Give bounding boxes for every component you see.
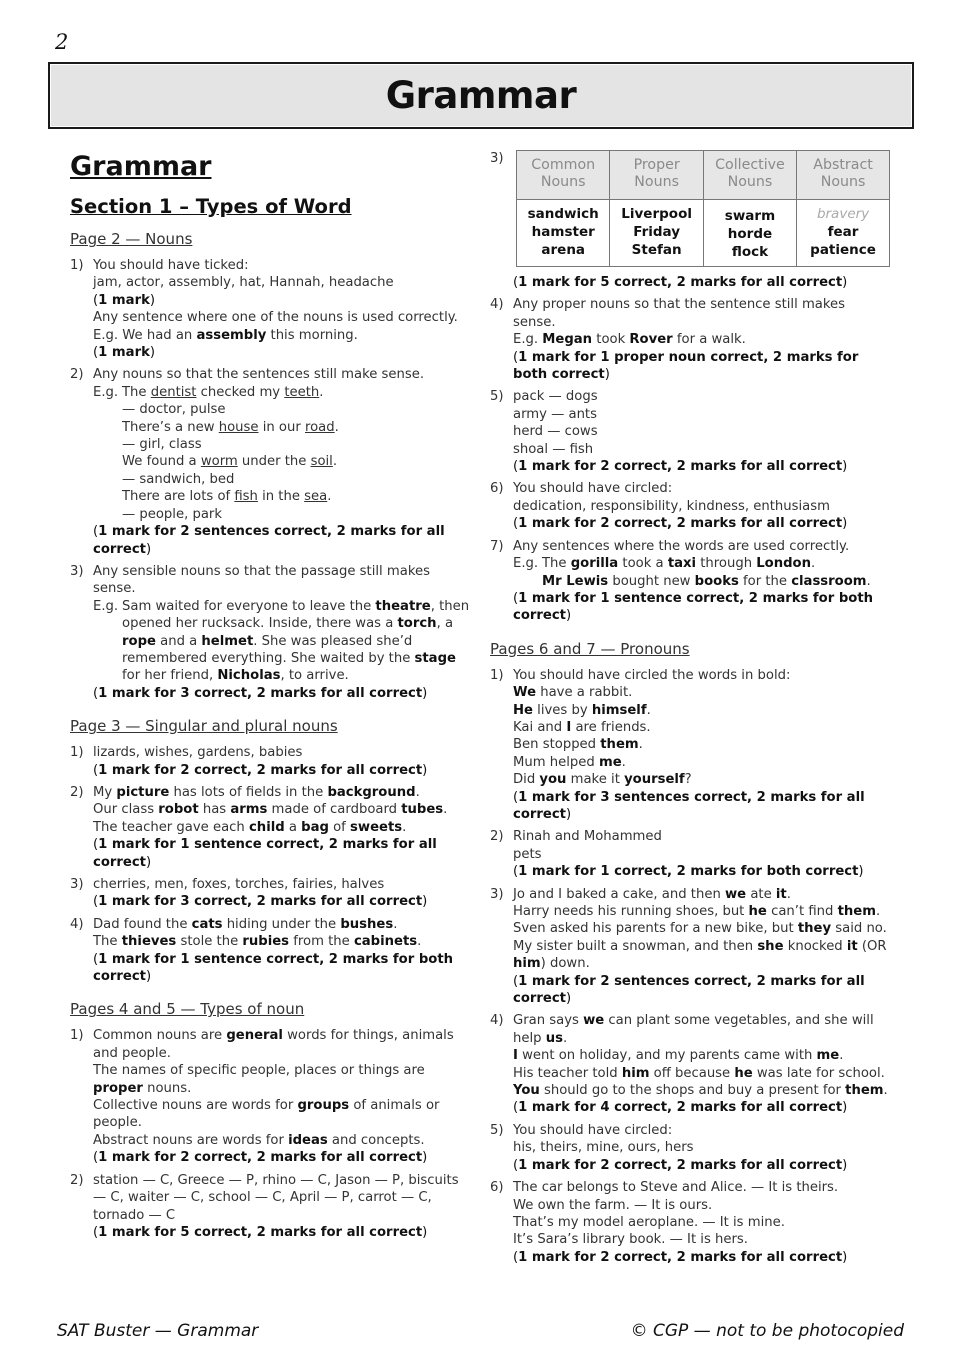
mark-scheme: (1 mark for 5 correct, 2 marks for all correct) <box>93 1224 428 1240</box>
answer-item <box>70 366 470 557</box>
answer-text: His teacher told him off because he was late for school. <box>513 1065 885 1081</box>
mark-scheme: (1 mark for 1 sentence correct, 2 marks for all correct) <box>93 837 437 870</box>
item-number: 1) <box>70 1028 84 1044</box>
answer-text: You should have circled: <box>513 1122 673 1138</box>
answer-text: lizards, wishes, gardens, babies <box>93 745 303 761</box>
item-number: 2) <box>70 1172 84 1188</box>
answer-example: E.g. Sam waited for everyone to leave the theatre, then opened her rucksack. Inside, there was a torch, a rope and a helmet. She was pleased she’d remembered everything. She waited by the stage for her friend, Nicholas, to arrive. <box>93 598 470 684</box>
mark-scheme: (1 mark for 2 correct, 2 marks for all correct) <box>513 516 848 532</box>
table-header: Collective Nouns <box>703 151 796 200</box>
answer-text: Mum helped me. <box>513 754 626 770</box>
answer-item <box>490 1122 890 1174</box>
title-banner <box>48 62 914 129</box>
item-number: 6) <box>490 481 504 497</box>
answer-text: Any proper nouns so that the sentence still makes sense. <box>513 297 846 330</box>
item-number: 2) <box>70 367 84 383</box>
answer-text: You should have ticked: <box>93 258 249 273</box>
answer-text: You should go to the shops and buy a present for them. <box>513 1083 888 1099</box>
answer-item <box>70 744 470 779</box>
mark-scheme: (1 mark for 4 correct, 2 marks for all correct) <box>513 1100 848 1116</box>
answer-text: I went on holiday, and my parents came with me. <box>513 1048 844 1064</box>
answer-text: He lives by himself. <box>513 702 651 718</box>
answer-example: E.g. The dentist checked my teeth. — doctor, pulse There’s a new house in our road. — girl, class We found a worm under the soil. — sandwich, bed There are lots of fish in the sea. — people, park <box>93 384 339 522</box>
answer-text: It’s Sara’s library book. — It is hers. <box>513 1232 748 1248</box>
mark-scheme: (1 mark for 5 correct, 2 marks for all correct) <box>513 275 848 290</box>
answer-example: E.g. The gorilla took a taxi through London. Mr Lewis bought new books for the classroom. <box>513 556 871 589</box>
answer-text: We own the farm. — It is ours. <box>513 1197 713 1213</box>
answer-item <box>70 916 470 986</box>
footer-book-title: SAT Buster — Grammar <box>57 1321 259 1341</box>
answer-text: You should have circled: <box>513 481 673 497</box>
item-number: 2) <box>490 829 504 845</box>
answer-item <box>490 886 890 1008</box>
answer-text: Abstract nouns are words for ideas and concepts. <box>93 1132 425 1148</box>
table-header: Common Nouns <box>517 151 610 200</box>
section-heading: Section 1 – Types of Word <box>70 195 352 218</box>
mark-scheme: (1 mark for 1 correct, 2 marks for both correct) <box>513 864 864 880</box>
page-heading-nouns: Page 2 — Nouns <box>70 230 193 248</box>
answer-text: Sven asked his parents for a new bike, but they said no. <box>513 921 887 937</box>
item-number: 5) <box>490 1122 504 1138</box>
answer-text: The teacher gave each child a bag of sweets. <box>93 819 407 835</box>
item-number: 4) <box>490 1013 504 1029</box>
answer-item <box>70 1027 470 1166</box>
mark-scheme: (1 mark for 3 correct, 2 marks for all correct) <box>93 685 428 701</box>
banner-title: Grammar <box>385 74 577 117</box>
mark-scheme: (1 mark) <box>93 292 155 308</box>
table-header: Abstract Nouns <box>797 151 890 200</box>
mark-scheme: (1 mark for 2 sentences correct, 2 marks for all correct) <box>93 524 445 557</box>
mark-scheme: (1 mark for 1 sentence correct, 2 marks for both correct) <box>513 590 874 624</box>
item-number: 3) <box>70 877 84 892</box>
item-number: 1) <box>70 258 84 273</box>
footer-copyright: © CGP — not to be photocopied <box>630 1321 904 1341</box>
page-number: 2 <box>55 30 69 54</box>
answer-text: Any sentences where the words are used correctly. <box>513 538 850 554</box>
answer-item <box>490 480 890 532</box>
answer-item <box>490 388 890 475</box>
answer-text: cherries, men, foxes, torches, fairies, halves <box>93 877 385 892</box>
answer-text: jam, actor, assembly, hat, Hannah, headache <box>93 275 394 291</box>
answer-text: The names of specific people, places or things are proper nouns. <box>93 1063 425 1096</box>
answer-item <box>490 1012 890 1116</box>
answer-item <box>70 784 470 871</box>
example-word: bravery <box>816 206 870 222</box>
answer-text: pets <box>513 846 542 862</box>
answer-text: army — ants <box>513 406 597 422</box>
answer-text: shoal — fish <box>513 441 594 457</box>
noun-types-table <box>516 150 890 267</box>
answer-text: That’s my model aeroplane. — It is mine. <box>513 1214 785 1230</box>
item-number: 1) <box>70 745 84 761</box>
answer-text: Kai and I are friends. <box>513 719 651 735</box>
answer-text: Rinah and Mohammed <box>513 829 662 845</box>
main-heading: Grammar <box>70 151 212 182</box>
item-number: 7) <box>490 538 504 554</box>
answer-text: Any nouns so that the sentences still make sense. <box>93 367 425 383</box>
mark-scheme: (1 mark) <box>93 345 155 361</box>
table-cell: bravery fear patience <box>797 200 890 267</box>
mark-scheme: (1 mark for 2 correct, 2 marks for all correct) <box>93 1150 428 1166</box>
item-number: 3) <box>70 563 84 579</box>
right-column <box>490 150 890 1271</box>
item-number: 1) <box>490 667 504 683</box>
item-number: 4) <box>490 297 504 313</box>
mark-scheme: (1 mark for 1 proper noun correct, 2 marks for both correct) <box>513 349 859 383</box>
answer-item <box>490 296 890 383</box>
answer-text: Harry needs his running shoes, but he can’t find them. <box>513 904 881 919</box>
table-cell: Liverpool Friday Stefan <box>610 200 703 267</box>
item-number: 3) <box>490 151 504 166</box>
table-cell: swarm horde flock <box>703 200 796 267</box>
left-column <box>70 150 470 1246</box>
mark-scheme: (1 mark for 3 correct, 2 marks for all correct) <box>93 894 428 910</box>
answer-example: E.g. We had an assembly this morning. <box>93 327 358 343</box>
answer-item <box>70 563 470 702</box>
answer-text: The thieves stole the rubies from the cabinets. <box>93 934 422 950</box>
answer-text: My sister built a snowman, and then she knocked it (OR him) down. <box>513 938 887 972</box>
mark-scheme: (1 mark for 2 correct, 2 marks for all correct) <box>513 1249 848 1265</box>
item-number: 5) <box>490 389 504 405</box>
answer-item <box>70 876 470 911</box>
answer-text: Gran says we can plant some vegetables, and she will help us. <box>513 1013 874 1046</box>
answer-text: Collective nouns are words for groups of animals or people. <box>93 1098 440 1131</box>
mark-scheme: (1 mark for 2 correct, 2 marks for all correct) <box>93 762 428 778</box>
mark-scheme: (1 mark for 2 correct, 2 marks for all correct) <box>513 1157 848 1173</box>
answer-text: The car belongs to Steve and Alice. — It is theirs. <box>513 1180 839 1196</box>
answer-text: We have a rabbit. <box>513 685 633 701</box>
answer-item <box>70 257 470 361</box>
item-number: 4) <box>70 916 84 932</box>
answer-text: Ben stopped them. <box>513 737 643 753</box>
answer-text: Any sensible nouns so that the passage still makes sense. <box>93 563 430 597</box>
mark-scheme: (1 mark for 2 correct, 2 marks for all correct) <box>513 459 848 475</box>
item-number: 3) <box>490 886 504 902</box>
answer-text: Any sentence where one of the nouns is used correctly. <box>93 310 458 326</box>
answer-example: E.g. Megan took Rover for a walk. <box>513 332 746 348</box>
answer-item <box>70 1172 470 1242</box>
answer-item <box>490 828 890 880</box>
answer-text: station — C, Greece — P, rhino — C, Jason — P, biscuits — C, waiter — C, school — C, April — P, carrot — C, tornado — C <box>93 1172 459 1223</box>
mark-scheme: (1 mark for 3 sentences correct, 2 marks for all correct) <box>513 789 865 822</box>
answer-text: You should have circled the words in bold: <box>513 667 791 683</box>
mark-scheme: (1 mark for 2 sentences correct, 2 marks for all correct) <box>513 973 865 1007</box>
answer-text: Jo and I baked a cake, and then we ate it. <box>513 886 791 902</box>
answer-text: pack — dogs <box>513 389 598 405</box>
answer-text: his, theirs, mine, ours, hers <box>513 1140 694 1156</box>
table-header: Proper Nouns <box>610 151 703 200</box>
item-number: 6) <box>490 1180 504 1196</box>
page-heading-pronouns: Pages 6 and 7 — Pronouns <box>490 639 690 658</box>
answer-text: dedication, responsibility, kindness, enthusiasm <box>513 498 830 514</box>
answer-text: Dad found the cats hiding under the bushes. <box>93 916 398 932</box>
mark-scheme: (1 mark for 1 sentence correct, 2 marks for both correct) <box>93 951 454 985</box>
answer-item <box>490 667 890 824</box>
item-number: 2) <box>70 784 84 800</box>
answer-item <box>490 538 890 625</box>
table-cell: sandwich hamster arena <box>517 200 610 267</box>
answer-text: Did you make it yourself? <box>513 772 692 788</box>
answer-item <box>490 150 890 273</box>
answer-text: Common nouns are general words for things, animals and people. <box>93 1028 454 1061</box>
answer-text: My picture has lots of fields in the background. <box>93 784 420 800</box>
page-heading-singular-plural: Page 3 — Singular and plural nouns <box>70 717 338 736</box>
page-heading-types-of-noun: Pages 4 and 5 — Types of noun <box>70 1000 305 1019</box>
answer-text: herd — cows <box>513 424 598 440</box>
answer-item <box>490 1179 890 1266</box>
answer-text: Our class robot has arms made of cardboard tubes. <box>93 802 448 818</box>
